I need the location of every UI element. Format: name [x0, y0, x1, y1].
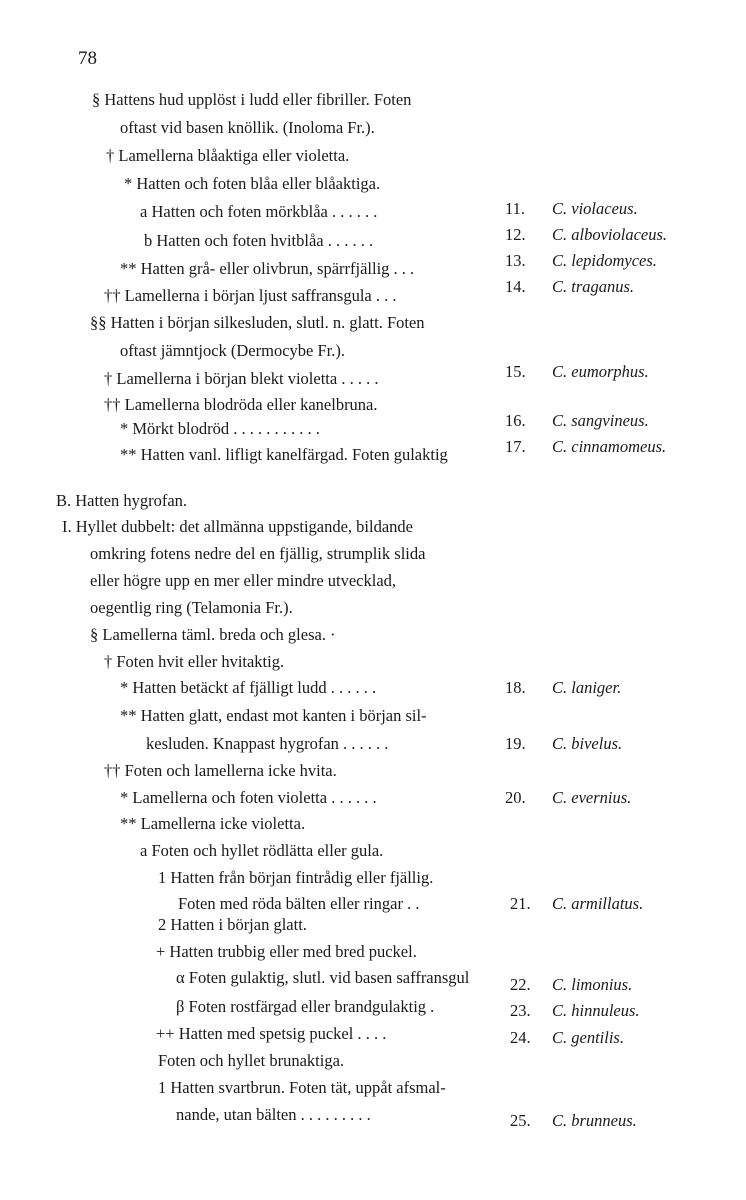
key-line-22: * Hatten betäckt af fjälligt ludd . . . . . .	[120, 678, 377, 697]
entry-number-19: 19.	[505, 734, 526, 753]
species-name-21: C. armillatus.	[552, 894, 644, 913]
entry-number-24: 24.	[510, 1028, 531, 1047]
key-line-11: † Lamellerna i början blekt violetta . . . . .	[104, 369, 379, 388]
entry-number-11: 11.	[505, 199, 526, 218]
key-line-1: § Hattens hud upplöst i ludd eller fibriller. Foten	[92, 90, 412, 109]
key-line-19: oegentlig ring (Telamonia Fr.).	[90, 598, 293, 617]
key-line-33: α Foten gulaktig, slutl. vid basen saffransgul	[176, 968, 470, 987]
key-line-6: b Hatten och foten hvitblåa . . . . . .	[144, 231, 374, 250]
key-line-17: omkring fotens nedre del en fjällig, strumplik slida	[90, 544, 426, 563]
entry-number-18: 18.	[505, 678, 526, 697]
key-line-21: † Foten hvit eller hvitaktig.	[104, 652, 285, 671]
key-line-30: Foten med röda bälten eller ringar . .	[178, 894, 420, 913]
key-line-37: 1 Hatten svartbrun. Foten tät, uppåt afsmal-	[158, 1078, 446, 1097]
key-line-34: β Foten rostfärgad eller brandgulaktig .	[176, 997, 435, 1016]
section-heading-b: B. Hatten hygrofan.	[56, 491, 188, 510]
key-line-24: kesluden. Knappast hygrofan . . . . . .	[146, 734, 389, 753]
entry-number-16: 16.	[505, 411, 526, 430]
species-name-11: C. violaceus.	[552, 199, 638, 218]
key-line-28: a Foten och hyllet rödlätta eller gula.	[140, 841, 384, 860]
species-name-23: C. hinnuleus.	[552, 1001, 640, 1020]
entry-number-13: 13.	[505, 251, 526, 270]
key-line-23: ** Hatten glatt, endast mot kanten i början sil-	[120, 706, 427, 725]
key-line-26: * Lamellerna och foten violetta . . . . . .	[120, 788, 377, 807]
key-line-25: †† Foten och lamellerna icke hvita.	[104, 761, 337, 780]
species-name-20: C. evernius.	[552, 788, 632, 807]
species-name-22: C. limonius.	[552, 975, 633, 994]
entry-number-25: 25.	[510, 1111, 531, 1130]
key-line-12: †† Lamellerna blodröda eller kanelbruna.	[104, 395, 378, 414]
species-name-15: C. eumorphus.	[552, 362, 649, 381]
entry-number-12: 12.	[505, 225, 526, 244]
entry-number-22: 22.	[510, 975, 531, 994]
species-name-19: C. bivelus.	[552, 734, 623, 753]
key-line-8: †† Lamellerna i början ljust saffransgula . . .	[104, 286, 397, 305]
key-line-13: * Mörkt blodröd . . . . . . . . . . .	[120, 419, 320, 438]
species-name-17: C. cinnamomeus.	[552, 437, 667, 456]
key-line-10: oftast jämntjock (Dermocybe Fr.).	[120, 341, 345, 360]
key-line-7: ** Hatten grå- eller olivbrun, spärrfjällig . . .	[120, 259, 415, 278]
key-line-38: nande, utan bälten . . . . . . . . .	[176, 1105, 371, 1124]
key-line-5: a Hatten och foten mörkblåa . . . . . .	[140, 202, 378, 221]
species-name-25: C. brunneus.	[552, 1111, 637, 1130]
entry-number-20: 20.	[505, 788, 526, 807]
entry-number-17: 17.	[505, 437, 526, 456]
key-line-27: ** Lamellerna icke violetta.	[120, 814, 306, 833]
key-line-29: 1 Hatten från början fintrådig eller fjällig.	[158, 868, 434, 887]
key-line-2: oftast vid basen knöllik. (Inoloma Fr.).	[120, 118, 375, 137]
species-name-18: C. laniger.	[552, 678, 622, 697]
species-name-24: C. gentilis.	[552, 1028, 624, 1047]
page-number: 78	[78, 48, 97, 69]
species-name-14: C. traganus.	[552, 277, 635, 296]
key-line-31: 2 Hatten i början glatt.	[158, 915, 307, 934]
key-line-20: § Lamellerna täml. breda och glesa. ·	[90, 625, 336, 644]
key-line-9: §§ Hatten i början silkesluden, slutl. n. glatt. Foten	[90, 313, 425, 332]
key-line-14: ** Hatten vanl. lifligt kanelfärgad. Foten gulaktig	[120, 445, 448, 464]
species-name-16: C. sangvineus.	[552, 411, 649, 430]
key-line-16: I. Hyllet dubbelt: det allmänna uppstigande, bildande	[62, 517, 413, 536]
species-name-12: C. alboviolaceus.	[552, 225, 668, 244]
entry-number-23: 23.	[510, 1001, 531, 1020]
species-name-13: C. lepidomyces.	[552, 251, 657, 270]
entry-number-21: 21.	[510, 894, 531, 913]
entry-number-15: 15.	[505, 362, 526, 381]
key-line-32: + Hatten trubbig eller med bred puckel.	[156, 942, 417, 961]
key-line-4: * Hatten och foten blåa eller blåaktiga.	[124, 174, 381, 193]
key-line-36: Foten och hyllet brunaktiga.	[158, 1051, 345, 1070]
key-line-18: eller högre upp en mer eller mindre utvecklad,	[90, 571, 397, 590]
key-line-35: ++ Hatten med spetsig puckel . . . .	[156, 1024, 387, 1043]
key-line-3: † Lamellerna blåaktiga eller violetta.	[106, 146, 350, 165]
entry-number-14: 14.	[505, 277, 526, 296]
